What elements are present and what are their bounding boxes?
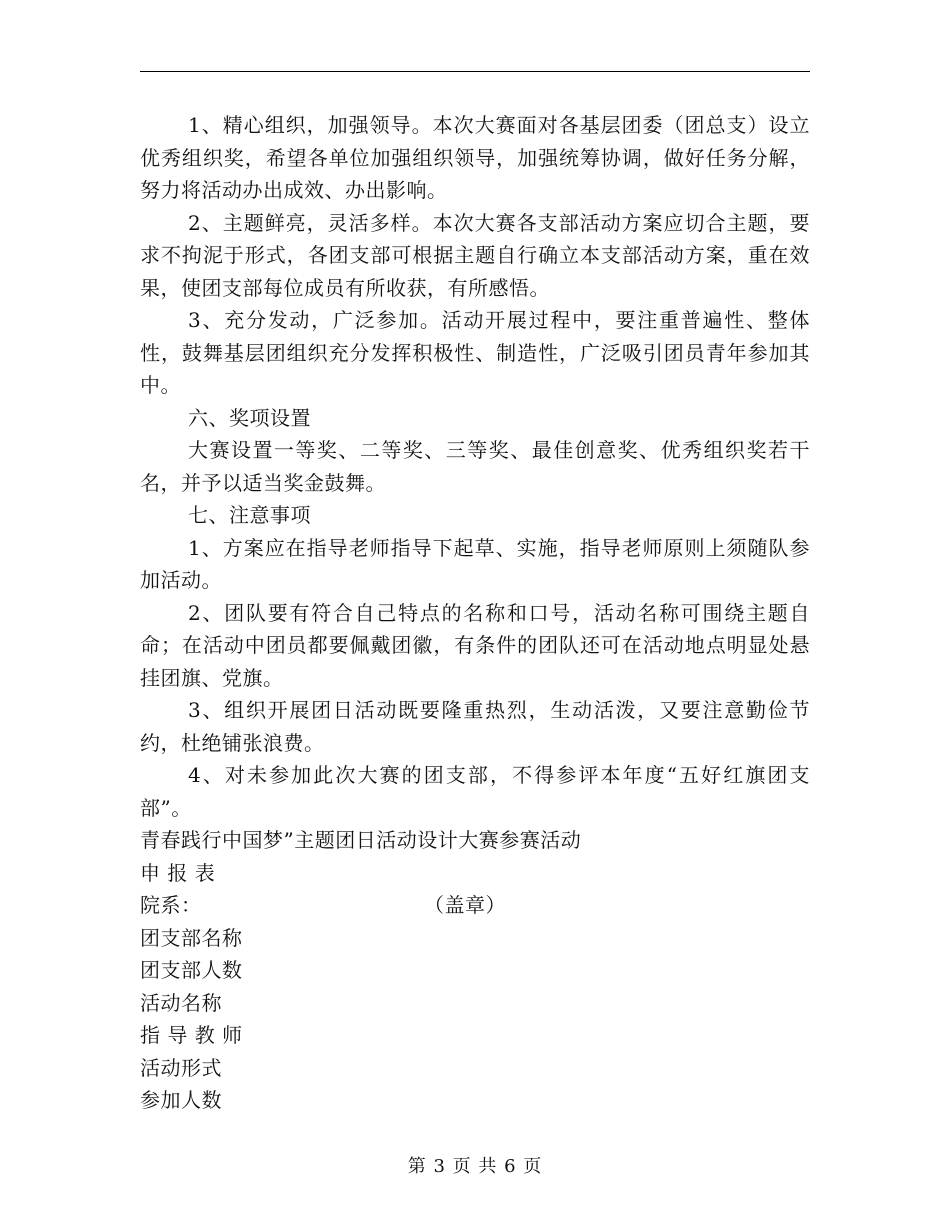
form-field-advisor: 指 导 教 师 xyxy=(140,1023,243,1047)
form-field-branch-name: 团支部名称 xyxy=(140,925,243,950)
form-subtitle: 申 报 表 xyxy=(140,860,216,885)
note-4: 4、对未参加此次大赛的团支部，不得参评本年度“五好红旗团支部”。 xyxy=(140,763,810,820)
page-indicator: 第 3 页 共 6 页 xyxy=(407,1156,543,1177)
form-field-activity-form: 活动形式 xyxy=(140,1055,222,1080)
header-rule xyxy=(140,71,810,72)
paragraph-3: 3、充分发动，广泛参加。活动开展过程中，要注重普遍性、整体性，鼓舞基层团组织充分发挥积极性、制造性，广泛吸引团员青年参加其中。 xyxy=(140,308,810,397)
section-heading-notes: 七、注意事项 xyxy=(188,503,311,527)
note-3: 3、组织开展团日活动既要隆重热烈，生动活泼，又要注意勤俭节约，杜绝铺张浪费。 xyxy=(140,698,810,755)
note-1: 1、方案应在指导老师指导下起草、实施，指导老师原则上须随队参加活动。 xyxy=(140,535,810,592)
document-body xyxy=(140,109,810,1117)
paragraph-2: 2、主题鲜亮，灵活多样。本次大赛各支部活动方案应切合主题，要求不拘泥于形式，各团支部可根据主题自行确立本支部活动方案，重在效果，使团支部每位成员有所收获，有所感悟。 xyxy=(140,210,810,300)
paragraph-1: 1、精心组织，加强领导。本次大赛面对各基层团委（团总支）设立优秀组织奖，希望各单位加强组织领导，加强统筹协调，做好任务分解，努力将活动办出成效、办出影响。 xyxy=(140,113,810,202)
note-2: 2、团队要有符合自己特点的名称和口号，活动名称可围绕主题自命；在活动中团员都要佩戴团徽，有条件的团队还可在活动地点明显处悬挂团旗、党旗。 xyxy=(140,600,810,690)
form-field-participants: 参加人数 xyxy=(140,1088,222,1112)
paragraph-awards: 大赛设置一等奖、二等奖、三等奖、最佳创意奖、优秀组织奖若干名，并予以适当奖金鼓舞。 xyxy=(140,438,810,495)
form-department-row xyxy=(140,889,810,922)
department-label: 院系： xyxy=(140,893,202,917)
form-title: 青春践行中国梦”主题团日活动设计大赛参赛活动 xyxy=(140,828,582,852)
seal-label: （盖章） xyxy=(424,893,506,917)
form-field-activity-name: 活动名称 xyxy=(140,990,222,1015)
form-field-branch-count: 团支部人数 xyxy=(140,958,243,982)
section-heading-awards: 六、奖项设置 xyxy=(188,405,311,430)
